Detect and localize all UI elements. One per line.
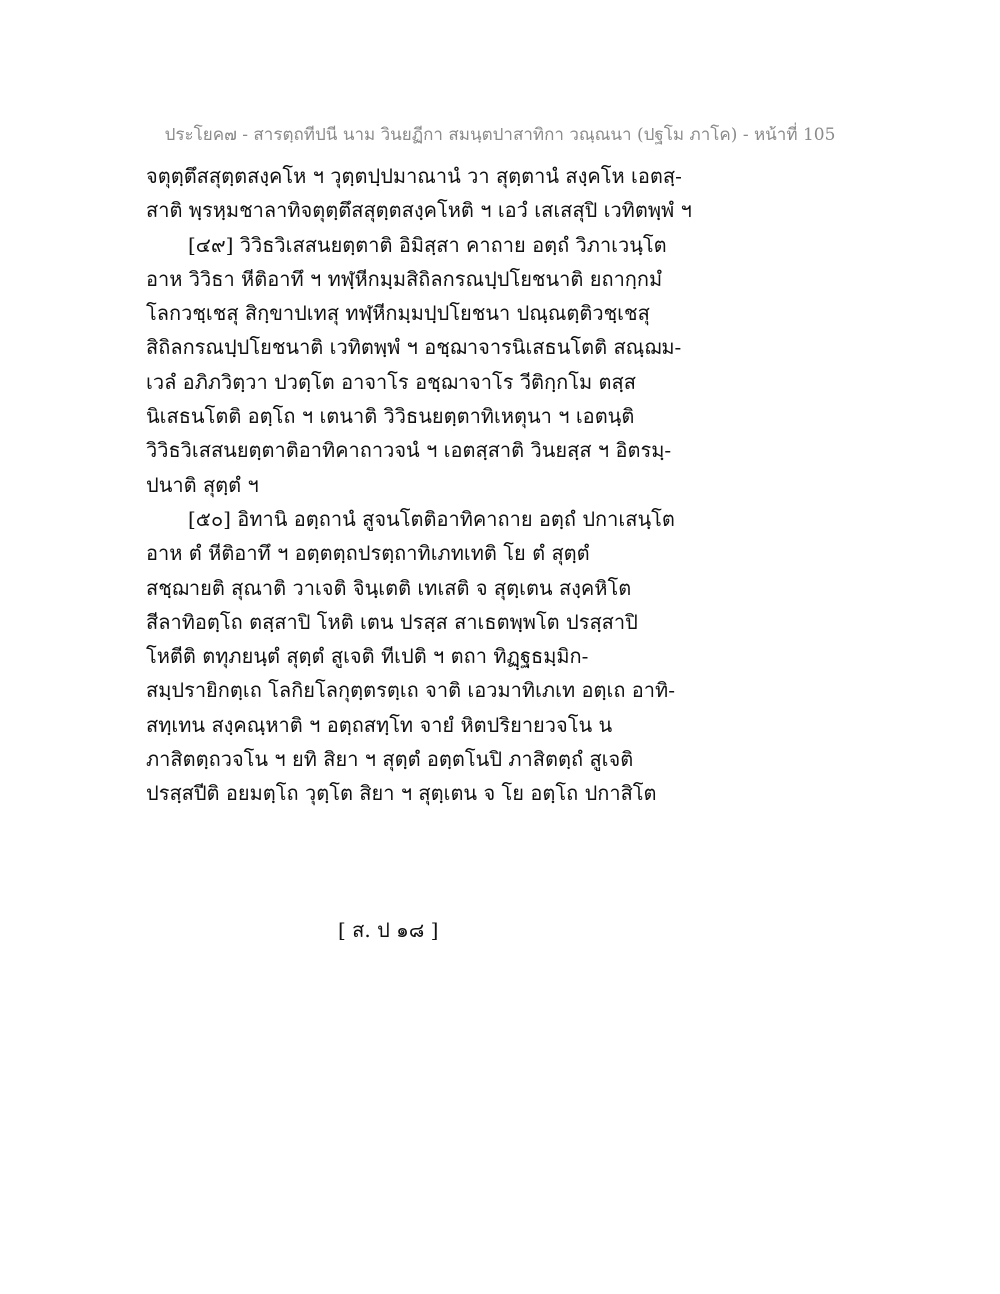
running-header: ประโยค๗ - สารตฺถทีปนี นาม วินยฏีกา สมนฺตปาสาทิกา วณฺณนา (ปฐโม ภาโค) - หน้าที่ 105 xyxy=(164,125,836,145)
text-line: วิวิธวิเสสนยตฺตาติอาทิคาถาวจนํ ฯ เอตสฺสาติ วินยสฺส ฯ อิตรมฺ- xyxy=(146,438,672,463)
text-line: โลกวชฺเชสุ สิกฺขาปเทสุ ทฬฺหีกมฺมปฺปโยชนา ปณฺณตฺติวชฺเชสุ xyxy=(146,301,650,326)
text-line: สีลาทิอตฺโถ ตสฺสาปิ โหติ เตน ปรสฺส สาเธตพฺพโต ปรสฺสาปิ xyxy=(146,609,638,634)
body-text xyxy=(146,159,692,811)
text-line: [๔๙] วิวิธวิเสสนยตฺตาติ อิมิสฺสา คาถาย อตฺถํ วิภาเวนฺโต xyxy=(188,232,667,257)
text-line: โหตีติ ตทุภยนฺตํ สุตฺตํ สูเจติ ทีเปติ ฯ ตถา ทิฏฺฐธมฺมิก- xyxy=(146,644,589,669)
text-line: [๕๐] อิทานิ อตฺถานํ สูจนโตติอาทิคาถาย อตฺถํ ปกาเสนฺโต xyxy=(188,506,675,531)
text-line: อาห ตํ หีติอาทึ ฯ อตฺตตฺถปรตฺถาทิเภทเทติ โย ตํ สุตฺตํ xyxy=(146,541,590,566)
text-line: อาห วิวิธา หีติอาทึ ฯ ทฬฺหีกมฺมสิถิลกรณปฺปโยชนาติ ยถากฺกมํ xyxy=(146,266,663,291)
text-line: นิเสธนโตติ อตฺโถ ฯ เตนาติ วิวิธนยตฺตาทิเหตุนา ฯ เอตนฺติ xyxy=(146,404,635,429)
text-line: สทฺเทน สงฺคณฺหาติ ฯ อตฺถสทฺโท จายํ หิตปริยายวจโน น xyxy=(146,712,613,737)
text-line: เวลํ อภิภวิตฺวา ปวตฺโต อาจาโร อชฺฌาจาโร วีติกฺกโม ตสฺส xyxy=(146,369,636,394)
text-line: สชฺฌายติ สุณาติ วาเจติ จินฺเตติ เทเสติ จ สุตฺเตน สงฺคหิโต xyxy=(146,575,632,600)
text-line: ปนาติ สุตฺตํ ฯ xyxy=(146,472,259,497)
text-line: สิถิลกรณปฺปโยชนาติ เวทิตพฺพํ ฯ อชฺฌาจารนิเสธนโตติ สณฺฌม- xyxy=(146,335,682,360)
text-line: ภาสิตตฺถวจโน ฯ ยทิ สิยา ฯ สุตฺตํ อตฺตโนปิ ภาสิตตฺถํ สูเจติ xyxy=(146,747,634,772)
text-line: จตุตฺตึสสุตฺตสงฺคโห ฯ วุตฺตปฺปมาณานํ วา สุตฺตานํ สงฺคโห เอตสฺ- xyxy=(146,164,682,188)
text-line: ปรสฺสปีติ อยมตฺโถ วุตฺโต สิยา ฯ สุตฺเตน จ โย อตฺโถ ปกาสิโต xyxy=(146,781,657,806)
signature-mark: [ ส. ป ๑๘ ] xyxy=(338,918,439,942)
text-line: สาติ พฺรหฺมชาลาทิจตุตฺตึสสุตฺตสงฺคโหติ ฯ เอวํ เสเสสุปิ เวทิตพฺพํ ฯ xyxy=(146,198,692,223)
text-line: สมฺปรายิกตฺเถ โลกิยโลกุตฺตรตฺเถ จาติ เอวมาทิเภเท อตฺเถ อาทิ- xyxy=(146,678,675,703)
